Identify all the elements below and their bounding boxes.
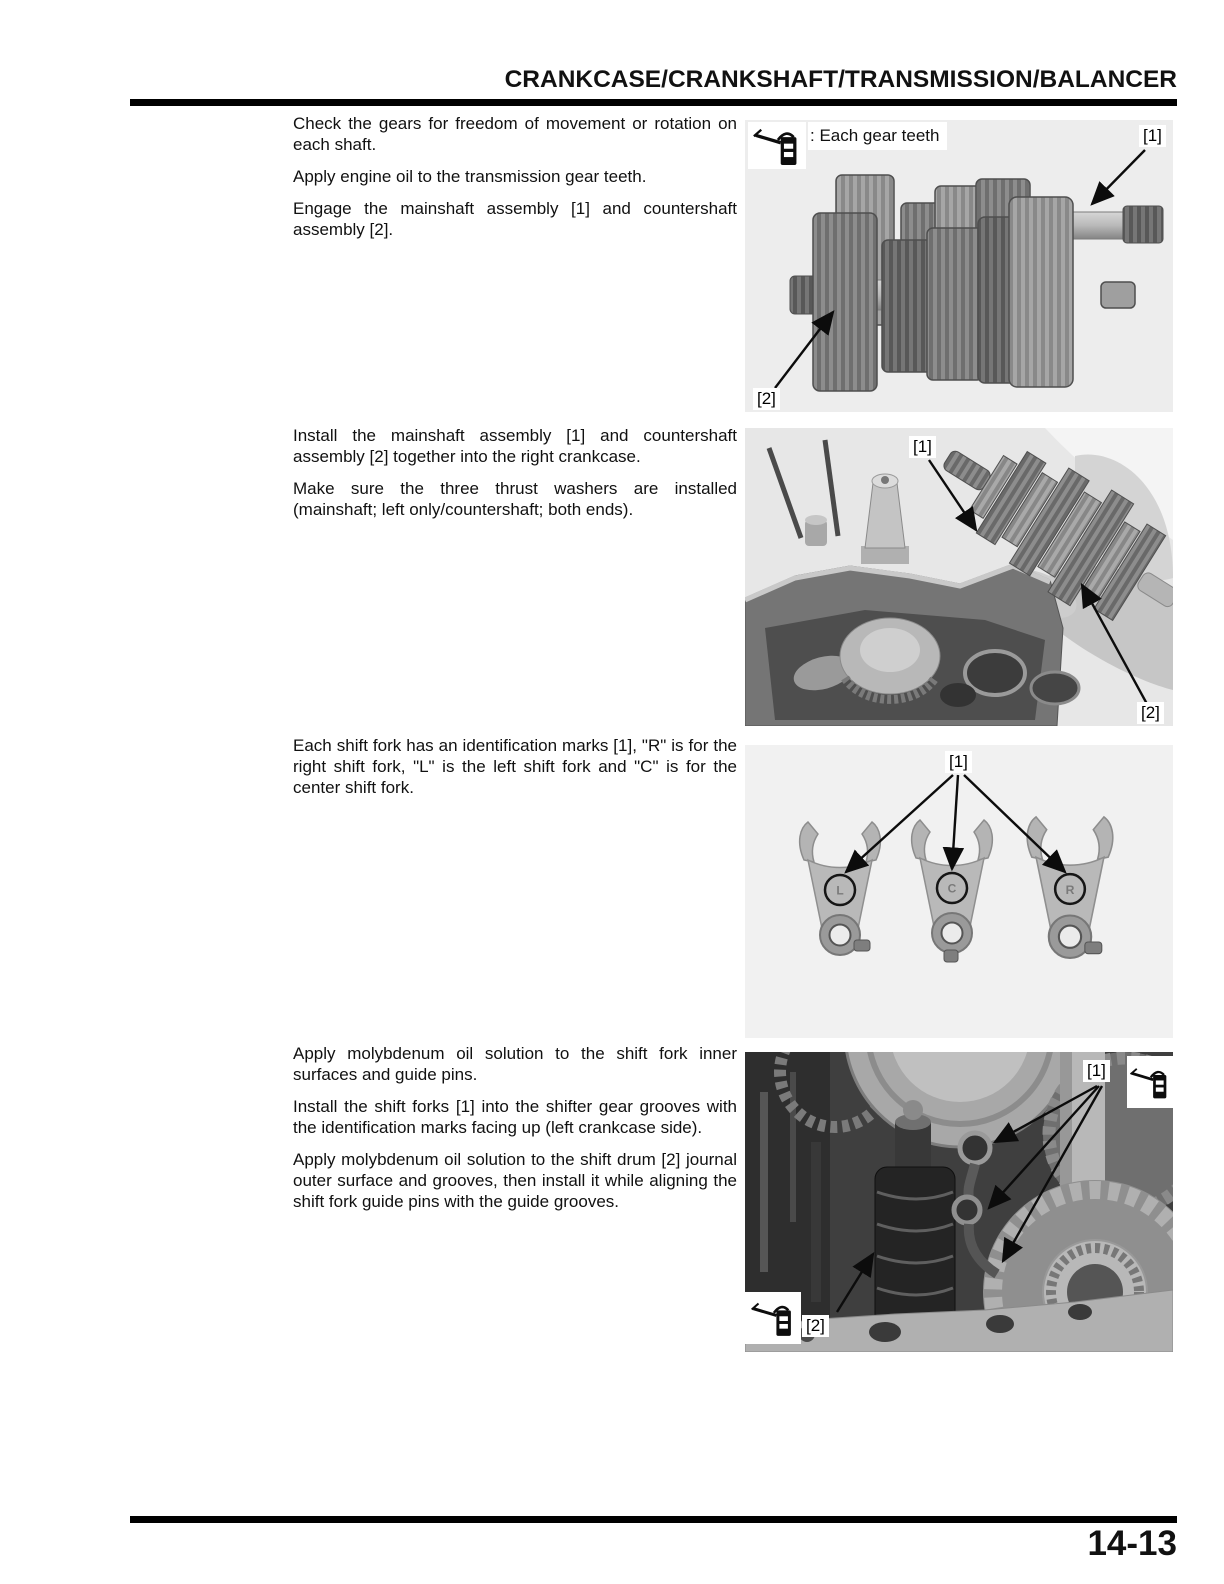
paragraph: Engage the mainshaft assembly [1] and countershaft assembly [2]. [293, 199, 737, 239]
figure-transmission-assembly [745, 120, 1173, 412]
oil-can-icon [1127, 1056, 1173, 1108]
oil-can-icon [748, 122, 806, 169]
oil-can-icon [745, 1292, 801, 1344]
oil-note [748, 122, 947, 169]
paragraph: Install the mainshaft assembly [1] and countershaft assembly [2] together into the right crankcase. [293, 426, 737, 466]
paragraph: Apply molybdenum oil solution to the shift fork inner surfaces and guide pins. [293, 1044, 737, 1084]
callout-2-label: [2] [802, 1315, 829, 1337]
oil-note-label: : Each gear teeth [808, 122, 947, 150]
paragraph: Check the gears for freedom of movement or rotation on each shaft. [293, 114, 737, 154]
figure-shift-forks [745, 745, 1173, 1038]
paragraph: Install the shift forks [1] into the shifter gear grooves with the identification marks facing up (left crankcase side). [293, 1097, 737, 1137]
paragraph: Apply engine oil to the transmission gear teeth. [293, 167, 647, 186]
page-number: 14-13 [1087, 1524, 1177, 1563]
callout-1-label: [1] [945, 751, 972, 773]
fork-mark-left: L [836, 883, 844, 898]
callout-1-label: [1] [1083, 1060, 1110, 1082]
fork-mark-right: R [1065, 882, 1075, 897]
callout-2-label: [2] [1137, 702, 1164, 724]
shift-forks-photo [745, 745, 1173, 1038]
paragraph: Make sure the three thrust washers are installed (mainshaft; left only/countershaft; both ends). [293, 479, 737, 519]
section-4-text [293, 1043, 737, 1223]
section-1-text [293, 113, 737, 251]
section-3-text [293, 735, 737, 809]
shift-drum-photo [745, 1052, 1173, 1352]
callout-1-label: [1] [909, 436, 936, 458]
paragraph: Apply molybdenum oil solution to the shift drum [2] journal outer surface and grooves, then install it while aligning the shift fork guide pins with the guide grooves. [293, 1150, 737, 1211]
fork-mark-center: C [947, 881, 957, 896]
figure-install-crankcase [745, 428, 1173, 726]
callout-1-label: [1] [1139, 125, 1166, 147]
header-rule [130, 99, 1177, 106]
footer-rule [130, 1516, 1177, 1523]
install-crankcase-photo [745, 428, 1173, 726]
bolt-boss [805, 515, 827, 546]
callout-2-label: [2] [753, 388, 780, 410]
section-2-text [293, 425, 737, 531]
paragraph: Each shift fork has an identification marks [1], "R" is for the right shift fork, "L" is the left shift fork and "C" is for the center shift fork. [293, 736, 737, 797]
figure-shift-drum-install [745, 1052, 1173, 1352]
page-title: CRANKCASE/CRANKSHAFT/TRANSMISSION/BALANCER [504, 66, 1177, 93]
